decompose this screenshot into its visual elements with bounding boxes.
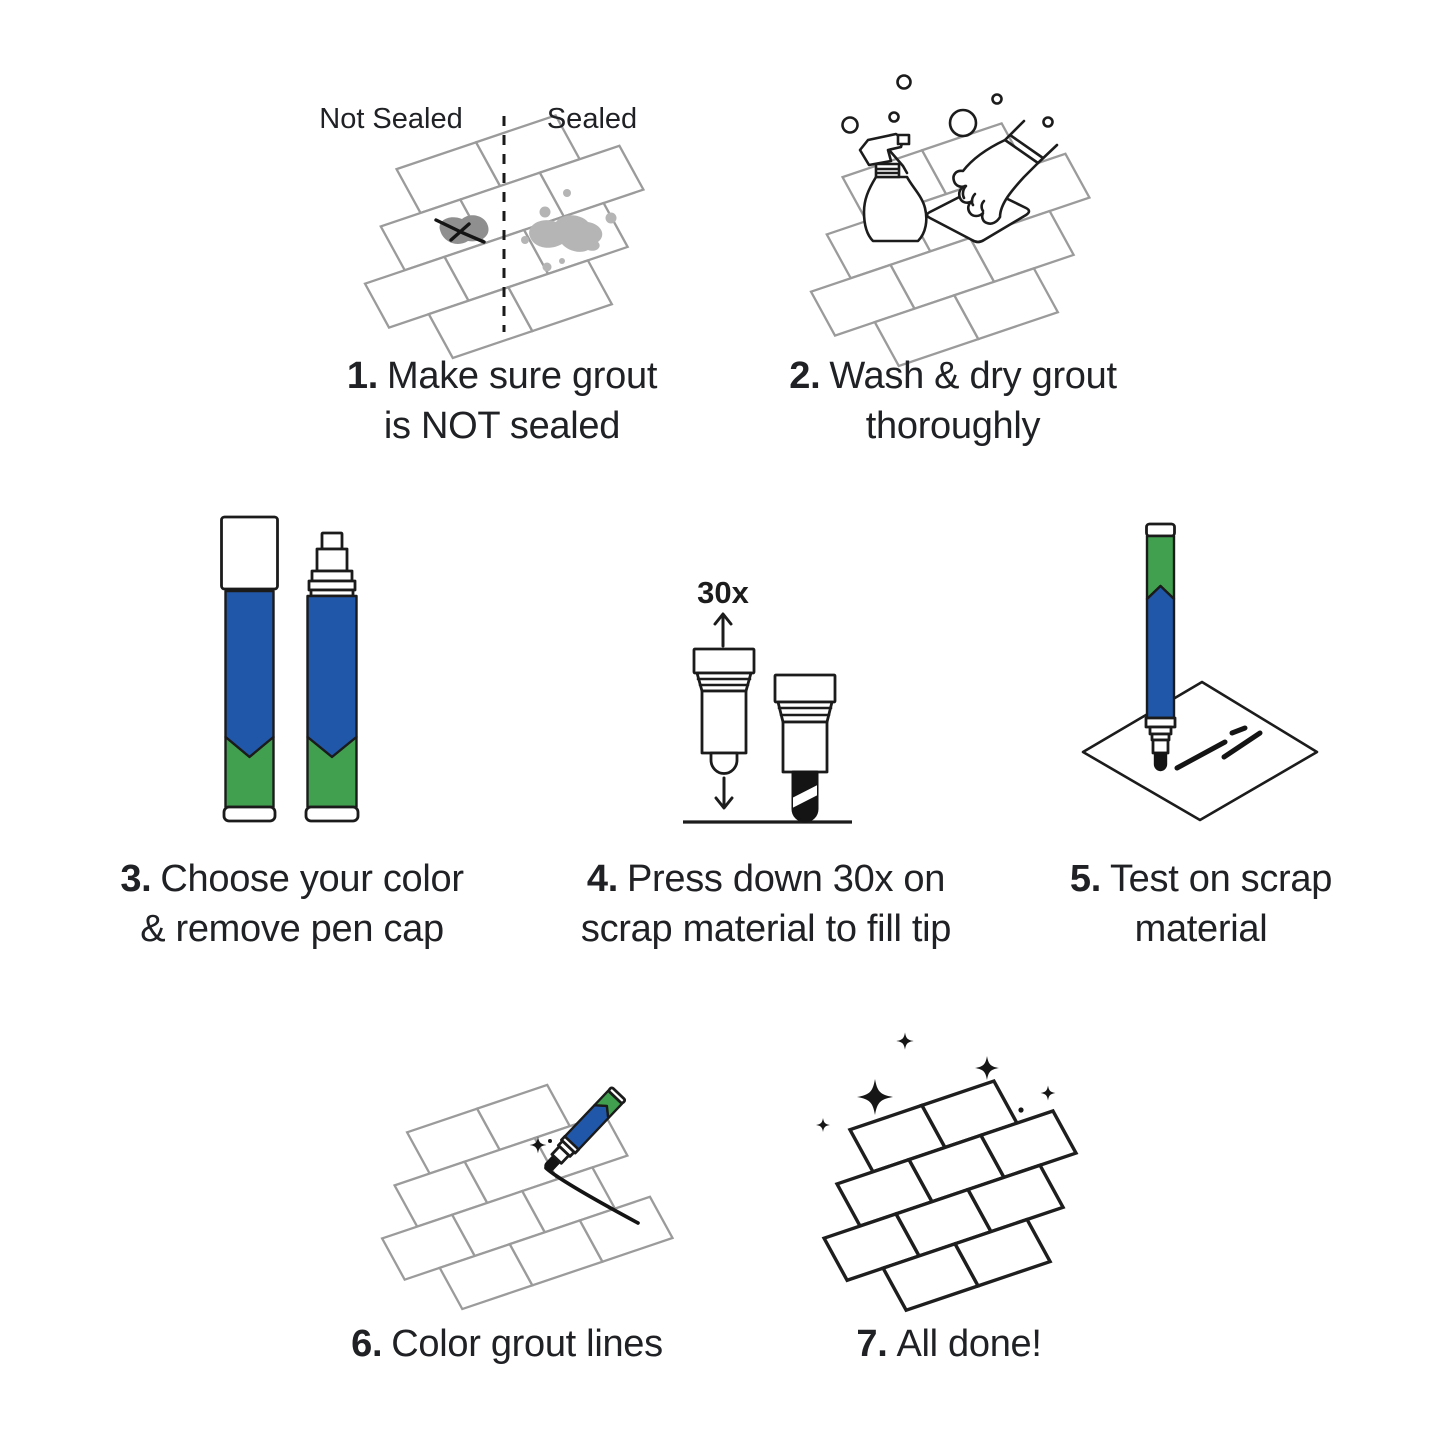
caption-text: Press down 30x on xyxy=(627,858,946,900)
sparkle-icon xyxy=(857,1079,893,1115)
sparkle-dot xyxy=(1018,1107,1023,1112)
caption-text: Wash & dry grout xyxy=(829,355,1117,397)
sparkle-icon xyxy=(975,1056,999,1080)
down-arrow-icon xyxy=(716,778,732,808)
pen-testing xyxy=(1146,524,1175,770)
sparkle-icon xyxy=(896,1032,913,1049)
step1-caption xyxy=(242,351,762,451)
step4-illustration xyxy=(683,575,852,822)
step2-caption xyxy=(693,351,1213,451)
caption-text: All done! xyxy=(896,1323,1042,1365)
bubbles-icon xyxy=(843,76,1053,137)
scrap-paper xyxy=(1083,682,1317,820)
sealed-label: Sealed xyxy=(546,103,638,135)
sparkle-dot xyxy=(548,1139,552,1143)
caption-text: & remove pen cap xyxy=(140,908,444,950)
tile-pattern-finished xyxy=(778,1069,1122,1323)
up-arrow-icon xyxy=(715,614,731,646)
pen-nib xyxy=(1155,753,1166,770)
step2-illustration xyxy=(763,76,1137,380)
step5-illustration xyxy=(1083,524,1317,820)
step1-illustration xyxy=(317,102,691,371)
tile-pattern xyxy=(337,1073,673,1321)
step-number: 1. xyxy=(346,355,378,397)
step-number: 5. xyxy=(1069,858,1101,900)
step-number: 2. xyxy=(789,355,821,397)
step-number: 7. xyxy=(856,1323,888,1365)
step-number: 3. xyxy=(120,858,152,900)
caption-text: Color grout lines xyxy=(391,1323,663,1365)
step3-caption xyxy=(32,854,552,954)
caption-text: Test on scrap xyxy=(1109,858,1333,900)
step-number: 6. xyxy=(351,1323,383,1365)
step7-caption xyxy=(689,1319,1209,1369)
sparkle-icon xyxy=(816,1118,830,1132)
pen-uncapped xyxy=(306,533,358,821)
step-number: 4. xyxy=(586,858,618,900)
press-count-label: 30x xyxy=(697,575,749,610)
step3-illustration xyxy=(222,517,359,821)
tile-pattern xyxy=(763,110,1137,379)
caption-text: thoroughly xyxy=(865,405,1041,447)
caption-text: Choose your color xyxy=(160,858,464,900)
pen-capped xyxy=(222,517,278,821)
caption-text: Make sure grout xyxy=(387,355,658,397)
step6-illustration xyxy=(337,1073,673,1321)
step7-illustration xyxy=(778,1032,1122,1322)
pen-tip-raised xyxy=(694,649,754,774)
step5-caption xyxy=(941,854,1445,954)
caption-text: material xyxy=(1134,908,1268,950)
caption-text: is NOT sealed xyxy=(383,405,621,447)
sparkle-icon xyxy=(1041,1086,1056,1101)
not-sealed-label: Not Sealed xyxy=(319,103,463,135)
pen-tip-pressed xyxy=(775,675,835,821)
caption-text: scrap material to fill tip xyxy=(580,908,952,950)
